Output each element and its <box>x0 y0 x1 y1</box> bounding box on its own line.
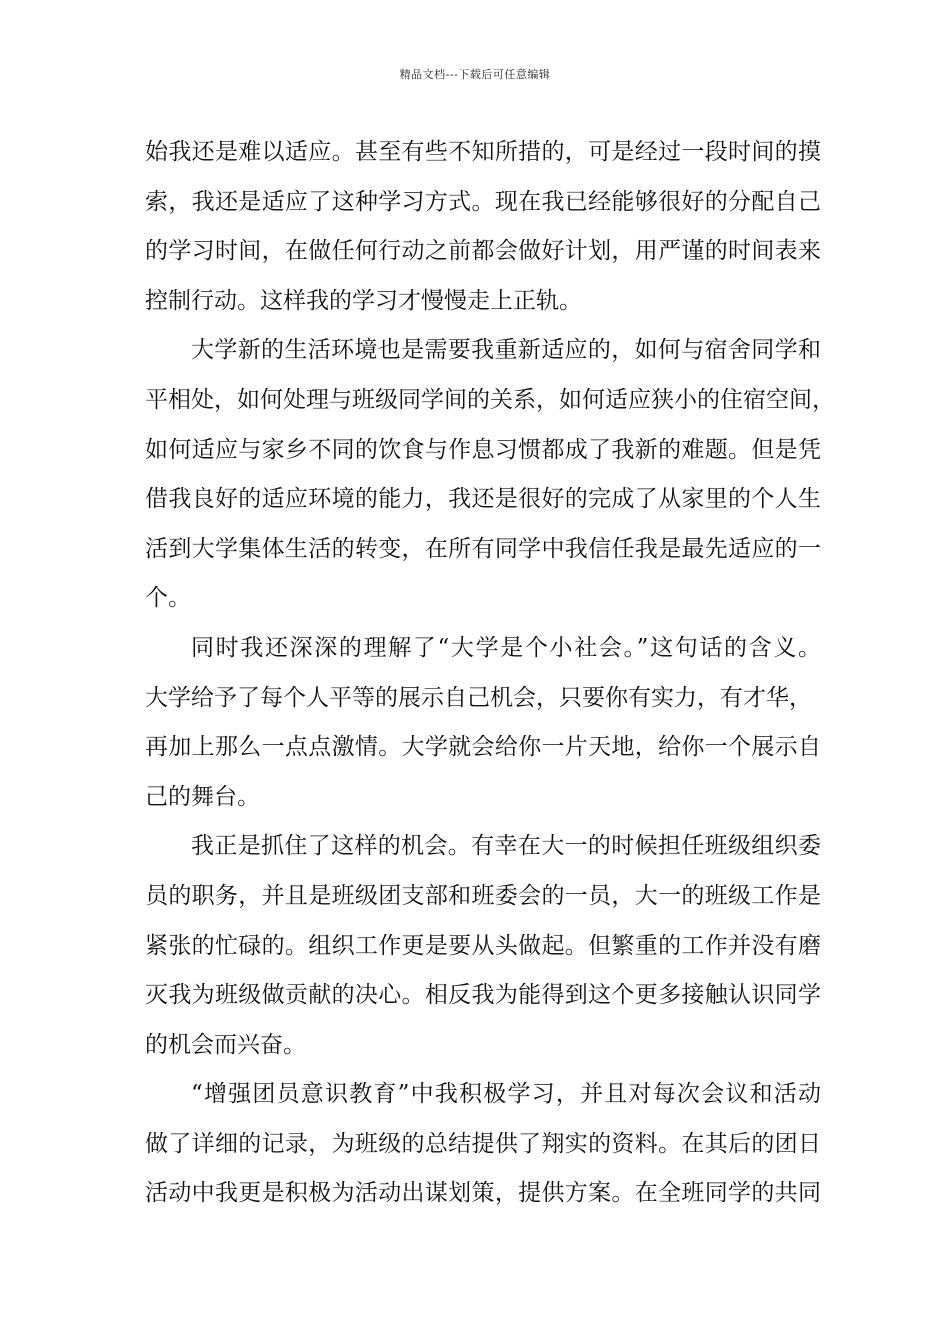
page-header: 精品文档---下载后可任意编辑 <box>399 68 551 81</box>
body-text <box>145 128 835 1219</box>
text-line: 索，我还是适应了这种学习方式。现在我已经能够很好的分配自己 <box>145 188 821 215</box>
text-line: 灭我为班级做贡献的决心。相反我为能得到这个更多接触认识同学 <box>145 982 821 1009</box>
text-line: 平相处，如何处理与班级同学间的关系，如何适应狭小的住宿空间， <box>145 386 835 413</box>
text-line: 个。 <box>145 585 191 612</box>
text-line: 的机会而兴奋。 <box>145 1031 306 1058</box>
text-line: 大学给予了每个人平等的展示自己机会，只要你有实力，有才华， <box>145 684 812 711</box>
text-line: 己的舞台。 <box>145 783 260 810</box>
text-line: 大学新的生活环境也是需要我重新适应的，如何与宿舍同学和 <box>191 337 821 364</box>
text-line: 借我良好的适应环境的能力，我还是很好的完成了从家里的个人生 <box>145 486 821 513</box>
text-line: 活动中我更是积极为活动出谋划策，提供方案。在全班同学的共同 <box>145 1180 821 1207</box>
text-line: 控制行动。这样我的学习才慢慢走上正轨。 <box>145 287 582 314</box>
text-line: 做了详细的记录，为班级的总结提供了翔实的资料。在其后的团日 <box>145 1130 821 1157</box>
text-line: 我正是抓住了这样的机会。有幸在大一的时候担任班级组织委 <box>191 833 821 860</box>
text-line: 如何适应与家乡不同的饮食与作息习惯都成了我新的难题。但是凭 <box>145 436 821 463</box>
text-line: 员的职务，并且是班级团支部和班委会的一员，大一的班级工作是 <box>145 882 821 909</box>
text-line: 始我还是难以适应。甚至有些不知所措的，可是经过一段时间的摸 <box>145 139 821 165</box>
text-line: “增强团员意识教育”中我积极学习，并且对每次会议和活动 <box>191 1081 821 1108</box>
text-line: 的学习时间，在做任何行动之前都会做好计划，用严谨的时间表来 <box>145 238 821 265</box>
text-line: 同时我还深深的理解了“大学是个小社会。”这句话的含义。 <box>191 634 821 661</box>
text-line: 活到大学集体生活的转变，在所有同学中我信任我是最先适应的一 <box>145 535 821 562</box>
text-line: 紧张的忙碌的。组织工作更是要从头做起。但繁重的工作并没有磨 <box>145 932 821 959</box>
text-line: 再加上那么一点点激情。大学就会给你一片天地，给你一个展示自 <box>145 734 821 761</box>
